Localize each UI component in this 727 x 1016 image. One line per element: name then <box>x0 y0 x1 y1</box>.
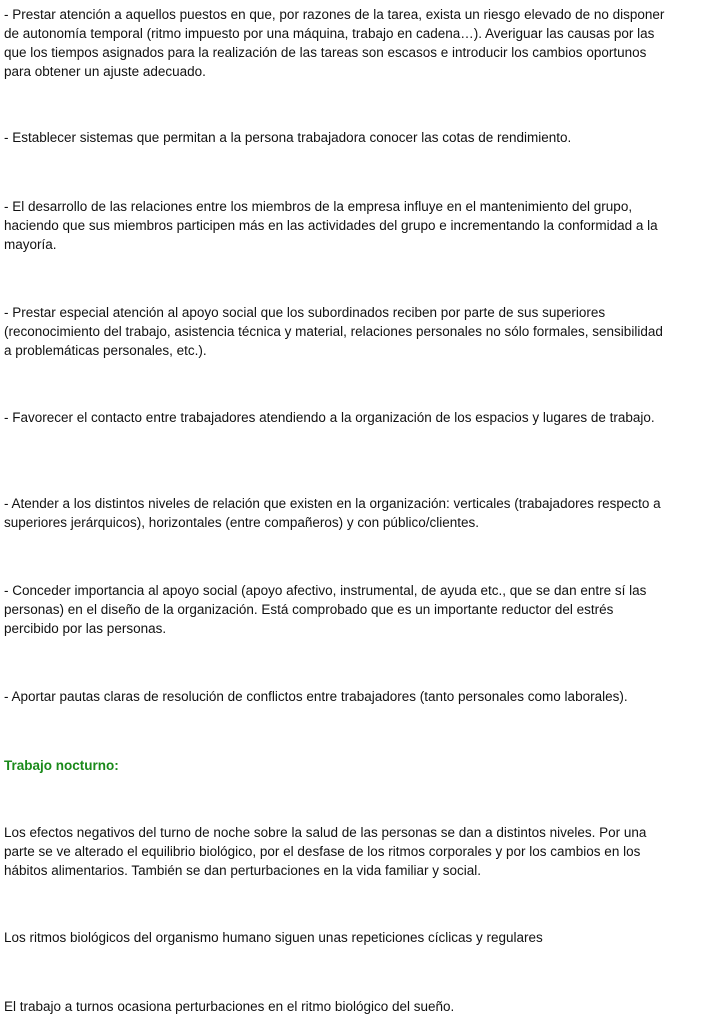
paragraph-performance-levels: - Establecer sistemas que permitan a la persona trabajadora conocer las cotas de rendimiento. <box>4 130 572 145</box>
paragraph-social-support: - Conceder importancia al apoyo social (apoyo afectivo, instrumental, de ayuda etc., que se dan entre sí las personas) en el diseño de la organización. Está comprobado que es un importante reductor del estrés percibido por las personas. <box>4 583 647 636</box>
paragraph-relation-levels: - Atender a los distintos niveles de relación que existen en la organización: verticales (trabajadores respecto a superiores jerárquicos), horizontales (entre compañeros) y con público/clientes. <box>4 496 661 530</box>
paragraph-conflict-resolution: - Aportar pautas claras de resolución de conflictos entre trabajadores (tanto personales como laborales). <box>4 689 628 704</box>
section-heading-night-work: Trabajo nocturno: <box>4 758 119 773</box>
paragraph-time-autonomy: - Prestar atención a aquellos puestos en que, por razones de la tarea, exista un riesgo elevado de no disponer de autonomía temporal (ritmo impuesto por una máquina, trabajo en cadena…). Averiguar las causas por las que los tiempos asignados para la realización de las tareas son escasos e introducir los cambios oportunos para obtener un ajuste adecuado. <box>4 7 665 79</box>
paragraph-supervisor-support: - Prestar especial atención al apoyo social que los subordinados reciben por parte de sus superiores (reconocimiento del trabajo, asistencia técnica y material, relaciones personales no sólo formales, sensibilidad a problemáticas personales, etc.). <box>4 305 663 358</box>
paragraph-group-relations: - El desarrollo de las relaciones entre los miembros de la empresa influye en el mantenimiento del grupo, haciendo que sus miembros participen más en las actividades del grupo e incrementando la conformidad a la mayoría. <box>4 199 658 252</box>
paragraph-biological-rhythms: Los ritmos biológicos del organismo humano siguen unas repeticiones cíclicas y regulares <box>4 930 543 945</box>
paragraph-night-effects: Los efectos negativos del turno de noche sobre la salud de las personas se dan a distintos niveles. Por una parte se ve alterado el equilibrio biológico, por el desfase de los ritmos corporales y por los cambios en los hábitos alimentarios. También se dan perturbaciones en la vida familiar y social. <box>4 825 647 878</box>
paragraph-worker-contact: - Favorecer el contacto entre trabajadores atendiendo a la organización de los espacios y lugares de trabajo. <box>4 410 655 425</box>
paragraph-shift-sleep: El trabajo a turnos ocasiona perturbaciones en el ritmo biológico del sueño. <box>4 999 455 1014</box>
